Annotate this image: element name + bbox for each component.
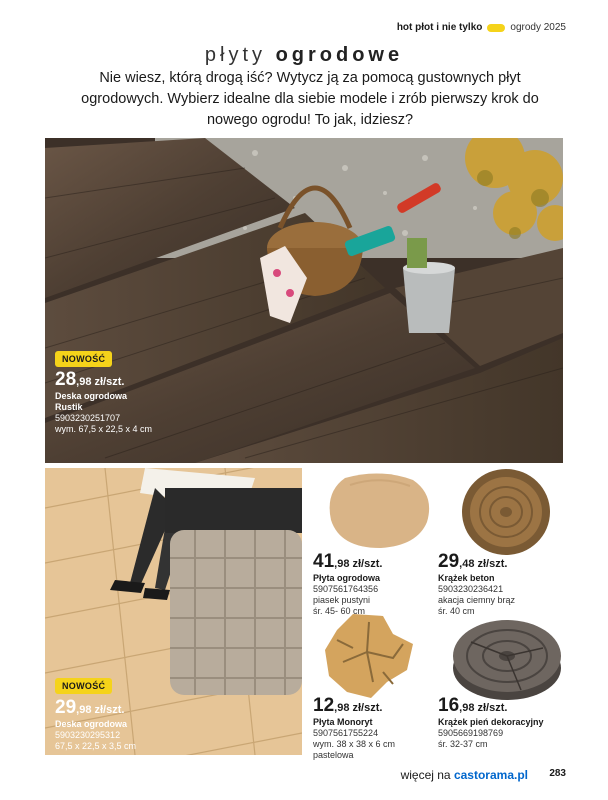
price-rest: ,98 zł/szt. bbox=[76, 704, 125, 716]
section-header bbox=[397, 22, 566, 33]
product-name: Deska ogrodowa bbox=[55, 391, 128, 401]
footer-site-link[interactable]: castorama.pl bbox=[453, 768, 528, 782]
product-detail: 67,5 x 22,5 x 3,5 cm bbox=[55, 741, 137, 751]
page-number: 283 bbox=[549, 768, 566, 779]
product-detail-2: pastelowa bbox=[313, 750, 354, 760]
product-name-2: Rustik bbox=[55, 402, 83, 412]
product-detail: wym. 67,5 x 22,5 x 4 cm bbox=[55, 424, 153, 434]
concrete-log-disc-image bbox=[460, 466, 552, 558]
intro-text: Nie wiesz, którą drogą iść? Wytycz ją za pomocą gustownych płyt ogrodowych. Wybierz idealne dla siebie modele i zrób pierwszy krok do nowego ogrodu! To jak, idziesz? bbox=[81, 70, 539, 128]
section-sublabel: ogrody 2025 bbox=[510, 22, 566, 33]
price-main: 41 bbox=[313, 551, 335, 572]
product-price bbox=[313, 695, 443, 717]
product-ean: 5905669198769 bbox=[438, 728, 504, 738]
page-title bbox=[0, 44, 608, 67]
product-image-plyta-ogrodowa bbox=[325, 470, 437, 550]
title-bold: ogrodowe bbox=[275, 44, 404, 66]
product-ean: 5903230251707 bbox=[55, 413, 121, 423]
product-detail: akacja ciemny brąz bbox=[438, 595, 516, 605]
product-name: Płyta Monoryt bbox=[313, 717, 373, 727]
price-rest: ,48 zł/szt. bbox=[459, 558, 508, 570]
section-pill-icon bbox=[487, 24, 505, 32]
title-light: płyty bbox=[204, 44, 266, 66]
product-detail: śr. 32-37 cm bbox=[438, 739, 488, 749]
product-detail-2: śr. 40 cm bbox=[438, 606, 475, 616]
product-rustik bbox=[55, 369, 152, 435]
product-detail: wym. 38 x 38 x 6 cm bbox=[313, 739, 396, 749]
product-detail-2: śr. 45- 60 cm bbox=[313, 606, 366, 616]
product-price bbox=[438, 551, 568, 573]
price-main: 12 bbox=[313, 695, 335, 716]
footer-prefix: więcej na bbox=[400, 768, 451, 782]
product-krazek-beton bbox=[438, 551, 568, 617]
product-ean: 5907561764356 bbox=[313, 584, 379, 594]
product-image-krazek-beton bbox=[460, 466, 552, 558]
product-name: Krążek beton bbox=[438, 573, 495, 583]
price-main: 16 bbox=[438, 695, 460, 716]
price-rest: ,98 zł/szt. bbox=[459, 702, 508, 714]
price-main: 28 bbox=[55, 369, 77, 390]
price-rest: ,98 zł/szt. bbox=[76, 376, 125, 388]
product-plyta-monoryt bbox=[313, 695, 443, 761]
product-name: Płyta ogrodowa bbox=[313, 573, 381, 583]
product-price bbox=[55, 369, 152, 391]
new-badge-2: NOWOŚĆ bbox=[55, 678, 112, 694]
product-image-krazek-pien bbox=[451, 612, 563, 702]
tree-stump-disc-image bbox=[451, 612, 563, 702]
sandstone-slab-image bbox=[325, 470, 437, 550]
product-plyta-ogrodowa bbox=[313, 551, 443, 617]
price-main: 29 bbox=[55, 697, 77, 718]
product-detail: piasek pustyni bbox=[313, 595, 371, 605]
section-label: hot płot i nie tylko bbox=[396, 22, 483, 33]
product-ean: 5907561755224 bbox=[313, 728, 379, 738]
price-main: 29 bbox=[438, 551, 460, 572]
new-badge: NOWOŚĆ bbox=[55, 351, 112, 367]
product-ean: 5903230295312 bbox=[55, 730, 121, 740]
price-rest: ,98 zł/szt. bbox=[334, 558, 383, 570]
product-ean: 5903230236421 bbox=[438, 584, 504, 594]
product-image-plyta-monoryt bbox=[323, 612, 415, 700]
product-name: Deska ogrodowa bbox=[55, 719, 128, 729]
product-price bbox=[55, 697, 136, 719]
product-name: Krążek pień dekoracyjny bbox=[438, 717, 544, 727]
monoryt-slab-image bbox=[323, 612, 415, 700]
product-krazek-pien bbox=[438, 695, 568, 750]
footer-link[interactable] bbox=[401, 768, 528, 782]
product-price bbox=[313, 551, 443, 573]
product-price bbox=[438, 695, 568, 717]
product-deska bbox=[55, 697, 136, 752]
price-rest: ,98 zł/szt. bbox=[334, 702, 383, 714]
